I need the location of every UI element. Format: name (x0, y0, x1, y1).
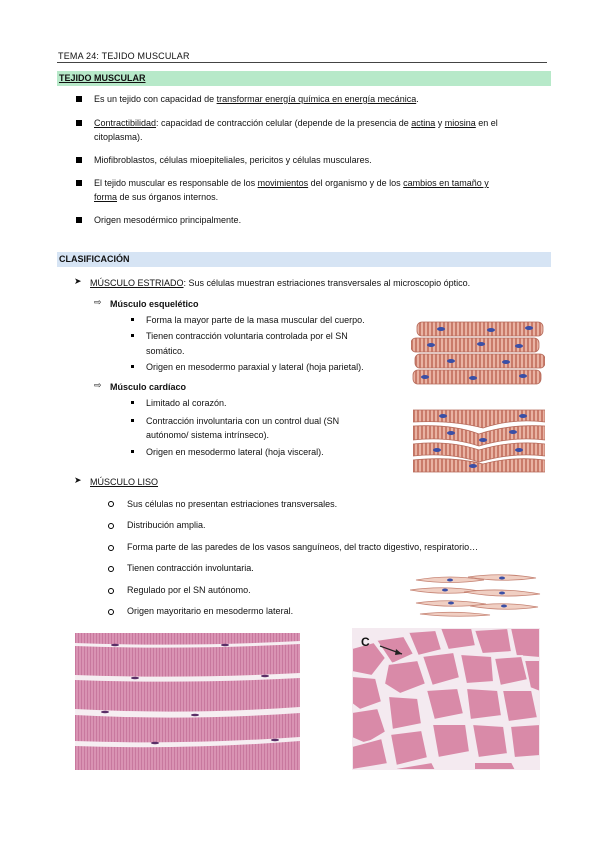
bullet-origen: Origen mesodérmico principalmente. (94, 215, 242, 225)
esqueletico-title: Músculo esquelético (110, 299, 199, 309)
liso-item: Distribución amplia. (127, 520, 206, 530)
section-title-clasificacion: CLASIFICACIÓN (59, 254, 130, 264)
circle-bullet-icon (108, 501, 114, 507)
esqueletico-item: Tienen contracción voluntaria controlada por el SN (146, 331, 348, 341)
square-bullet-icon (76, 157, 82, 163)
circle-bullet-icon (108, 523, 114, 529)
header-divider (57, 62, 547, 63)
bullet-movimientos: El tejido muscular es responsable de los movimientos del organismo y de los cambios en tamaño y forma de sus órganos internos. (94, 178, 489, 202)
esqueletico-item: Origen en mesodermo paraxial y lateral (hoja parietal). (146, 362, 364, 372)
topic-title: TEMA 24: TEJIDO MUSCULAR (58, 51, 190, 61)
micrograph-label-c: C (361, 635, 370, 649)
small-square-bullet-icon (131, 365, 134, 368)
cross-section-micrograph (352, 628, 540, 770)
square-bullet-icon (76, 217, 82, 223)
liso-item: Origen mayoritario en mesodermo lateral. (127, 606, 294, 616)
bullet-contractibilidad: Contractibilidad: capacidad de contracción celular (depende de la presencia de actina y miosina en el citoplasma). (94, 118, 498, 142)
circle-bullet-icon (108, 609, 114, 615)
smooth-muscle-illustration (410, 572, 542, 618)
square-bullet-icon (76, 180, 82, 186)
liso-item: Tienen contracción involuntaria. (127, 563, 254, 573)
esqueletico-item: somático. (146, 346, 185, 356)
estriado-line: MÚSCULO ESTRIADO: Sus células muestran estriaciones transversales al microscopio óptico. (90, 278, 471, 288)
small-square-bullet-icon (131, 334, 134, 337)
liso-item: Sus células no presentan estriaciones transversales. (127, 499, 338, 509)
hollow-arrow-icon: ⇨ (94, 380, 102, 390)
cardiaco-title: Músculo cardíaco (110, 382, 187, 392)
liso-label: MÚSCULO LISO (90, 477, 159, 487)
longitudinal-muscle-micrograph (75, 633, 300, 770)
cardiaco-item: Contracción involuntaria con un control dual (SN (146, 416, 340, 426)
arrowhead-bullet-icon: ➤ (74, 276, 82, 286)
liso-item: Forma parte de las paredes de los vasos sanguíneos, del tracto digestivo, respiratorio… (127, 542, 479, 552)
small-square-bullet-icon (131, 419, 134, 422)
square-bullet-icon (76, 96, 82, 102)
section-band-tejido (57, 71, 551, 86)
cardiac-muscle-illustration (413, 406, 545, 474)
circle-bullet-icon (108, 588, 114, 594)
small-square-bullet-icon (131, 450, 134, 453)
small-square-bullet-icon (131, 318, 134, 321)
section-title-tejido: TEJIDO MUSCULAR (59, 73, 146, 83)
hollow-arrow-icon: ⇨ (94, 297, 102, 307)
section-band-clasificacion (57, 252, 551, 267)
bullet-celulas: Miofibroblastos, células mioepiteliales, pericitos y células musculares. (94, 155, 372, 165)
arrowhead-bullet-icon: ➤ (74, 475, 82, 485)
circle-bullet-icon (108, 545, 114, 551)
liso-item: Regulado por el SN autónomo. (127, 585, 251, 595)
cardiaco-item: autónomo/ sistema intrínseco). (146, 430, 270, 440)
skeletal-muscle-illustration (411, 320, 545, 390)
esqueletico-item: Forma la mayor parte de la masa muscular del cuerpo. (146, 315, 365, 325)
cardiaco-item: Limitado al corazón. (146, 398, 227, 408)
cardiaco-item: Origen en mesodermo lateral (hoja visceral). (146, 447, 324, 457)
bullet-capacidad: Es un tejido con capacidad de transformar energía química en energía mecánica. (94, 94, 419, 104)
small-square-bullet-icon (131, 401, 134, 404)
circle-bullet-icon (108, 566, 114, 572)
square-bullet-icon (76, 120, 82, 126)
